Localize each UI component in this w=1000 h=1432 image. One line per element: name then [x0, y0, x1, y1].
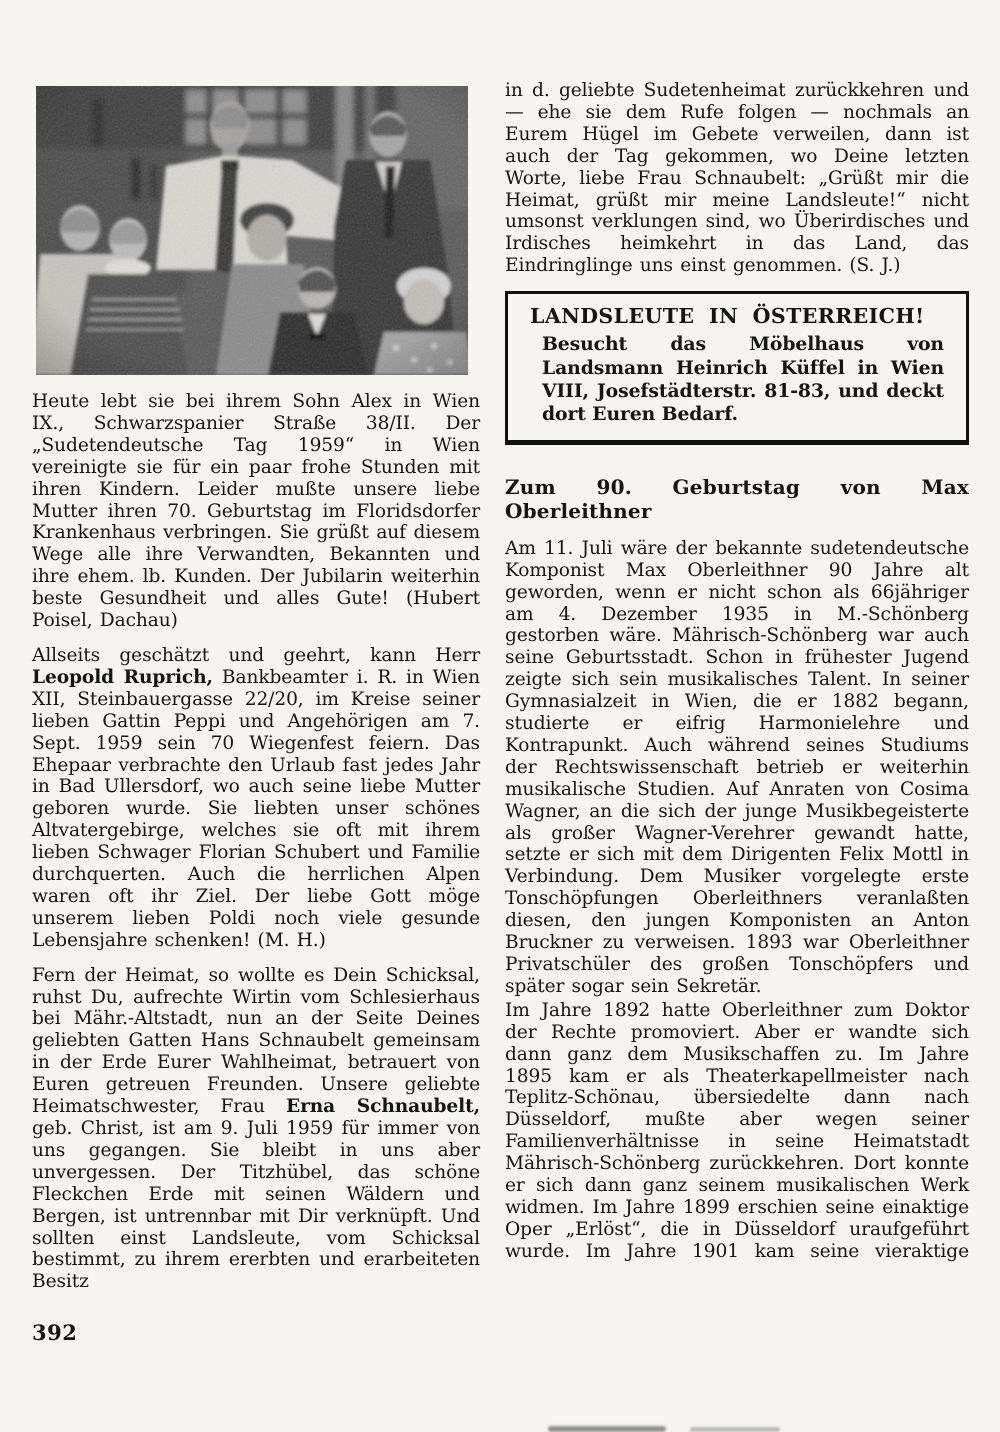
scan-edge-smudge: [548, 1426, 666, 1432]
family-photo-graphic: [36, 86, 468, 375]
right-column: [505, 80, 969, 1263]
article-paragraph-2: Im Jahre 1892 hatte Oberleithner zum Doktor der Rechte promoviert. Aber er wandte sich dann ganz dem Musikschaffen zu. Im Jahre 1895 kam er als Theaterkapellmeister nach Teplitz-Schönau, übersiedelte dann nach Düsseldorf, mußte aber wegen seiner Familienverhältnisse in seine Heimatstadt Mährisch-Schönberg zurückkehren. Dort konnte er sich dann ganz seinem musikalischen Werk widmen. Im Jahre 1899 erschien seine einaktige Oper „Erlöst“, die in Düsseldorf uraufgeführt wurde. Im Jahre 1901 kam seine vieraktige: [505, 999, 969, 1262]
obituary-paragraph-schnaubelt: Fern der Heimat, so wollte es Dein Schicksal, ruhst Du, aufrechte Wirtin vom Schlesierhaus bei Mähr.-Altstadt, nun an der Seite Deines geliebten Gatten Hans Schnaubelt gemeinsam in der Erde Eurer Wahlheimat, betrauert von Euren getreuen Freunden. Unsere geliebte Heimatschwester, Frau Erna Schnaubelt, geb. Christ, ist am 9. Juli 1959 für immer von uns gegangen. Sie bleibt in uns aber unvergessen. Der Titzhübel, das schöne Fleckchen Erde mit seinen Wäldern und Bergen, ist untrennbar mit Dir verknüpft. Und sollten einst Landsleute, vom Schicksal bestimmt, zu ihrem ererbten und erarbeiteten Besitz: [32, 964, 480, 1293]
obituary-paragraph-ruprich: Allseits geschätzt und geehrt, kann Herr Leopold Ruprich, Bankbeamter i. R. in Wien XII, Steinbauergasse 22/20, im Kreise seiner lieben Gattin Peppi und Angehörigen am 7. Sept. 1959 sein 70 Wiegenfest feiern. Das Ehepaar verbrachte den Urlaub fast jedes Jahr in Bad Ullersdorf, wo auch seine liebe Mutter geboren wurde. Sie liebten unser schönes Altvatergebirge, welches sie oft mit ihrem lieben Schwager Florian Schubert und Familie durchquerten. Auch die herrlichen Alpen waren oft ihr Ziel. Der liebe Gott möge unserem lieben Poldi noch viele gesunde Lebensjahre schenken! (M. H.): [32, 644, 480, 951]
section-heading: Zum 90. Geburtstag von Max Oberleithner: [505, 474, 969, 523]
obituary-paragraph-mother: Heute lebt sie bei ihrem Sohn Alex in Wien IX., Schwarzspanier Straße 38/II. Der „Sudetendeutsche Tag 1959“ in Wien vereinigte sie für ein paar frohe Stunden mit ihren Kindern. Leider mußte unsere liebe Mutter ihren 70. Geburtstag im Floridsdorfer Krankenhaus verbringen. Sie grüßt auf diesem Wege alle ihre Verwandten, Bekannten und ihre ehem. lb. Kunden. Der Jubilarin weiterhin beste Gesundheit und alles Gute! (Hubert Poisel, Dachau): [32, 391, 480, 632]
left-column: [32, 391, 480, 1293]
scan-edge-smudge: [690, 1427, 780, 1432]
article-paragraph-1: Am 11. Juli wäre der bekannte sudetendeutsche Komponist Max Oberleithner 90 Jahre alt geworden, wenn er nicht schon als 66jähriger am 4. Dezember 1935 in M.-Schönberg gestorben wäre. Mährisch-Schönberg war auch seine Geburtsstadt. Schon in frühester Jugend zeigte sich sein musikalisches Talent. In seiner Gymnasialzeit in Wien, die er 1882 begann, studierte er eifrig Harmonielehre und Kontrapunkt. Auch während seines Studiums der Rechtswissenschaft betrieb er weiterhin musikalische Studien. Auf Anraten von Cosima Wagner, an die sich der junge Musikbegeisterte als großer Wagner-Verehrer gewandt hatte, setzte er sich mit dem Dirigenten Felix Mottl in Verbindung. Dem Musiker vorgelegte erste Tonschöpfungen Oberleithners veranlaßten diesen, den jungen Komponisten an Anton Bruckner zu verweisen. 1893 war Oberleithner Privatschüler des großen Tonschöpfers und später sogar sein Sekretär.: [505, 537, 969, 997]
ad-body: Besucht das Möbelhaus von Landsmann Heinrich Küffel in Wien VIII, Josefstädterstr. 81-83, und deckt dort Euren Bedarf.: [542, 333, 944, 426]
page-number: 392: [32, 1320, 78, 1345]
advertisement-box: [505, 291, 969, 445]
family-photo: [36, 86, 468, 375]
obituary-continuation-paragraph: in d. geliebte Sudetenheimat zurückkehren und — ehe sie dem Rufe folgen — nochmals an Eurem Hügel im Gebete verweilen, dann ist auch der Tag gekommen, wo Deine letzten Worte, liebe Frau Schnaubelt: „Grüßt mir die Heimat, grüßt mir meine Landsleute!“ nicht umsonst verklungen sind, wo Überirdisches und Irdisches heimkehrt in das Land, das Eindringlinge uns einst genommen. (S. J.): [505, 80, 969, 277]
ad-title: LANDSLEUTE IN ÖSTERREICH!: [530, 304, 925, 329]
